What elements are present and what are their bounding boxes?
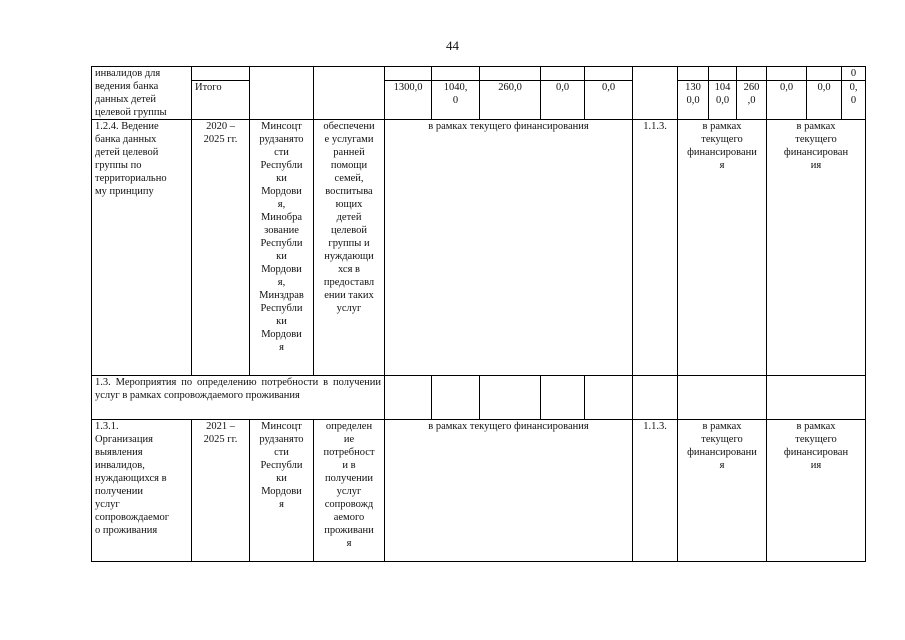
value-cell: 0,0 <box>541 81 585 120</box>
empty-cell <box>541 67 585 81</box>
empty-cell <box>585 376 633 420</box>
value-cell: 0,0 <box>585 81 633 120</box>
row-name-cell: 1.3.1. Организация выявления инвалидов, нуждающихся в получении услуг сопровождаемог о проживания <box>92 420 192 562</box>
value-cell: 1300,0 <box>385 81 432 120</box>
empty-cell <box>432 67 480 81</box>
result-funding-cell: в рамках текущего финансировани я <box>678 420 767 562</box>
table-row-1-3-1 <box>92 420 866 562</box>
continuation-row-values <box>92 81 866 120</box>
funding-cell: в рамках текущего финансирования <box>385 120 633 376</box>
period-cell: 2020 – 2025 гг. <box>192 120 250 376</box>
section-title: 1.3. Мероприятия по определению потребности в получении услуг в рамках сопровождаемого проживания <box>92 376 385 420</box>
empty-cell <box>385 67 432 81</box>
value-cell: 0,0 <box>807 81 842 120</box>
value-cell: 104 0,0 <box>709 81 737 120</box>
value-cell: 0 <box>842 67 866 81</box>
result-funding-cell: в рамках текущего финансирован ия <box>767 120 866 376</box>
value-cell: 1040, 0 <box>432 81 480 120</box>
empty-cell <box>432 376 480 420</box>
table-row-1-2-4 <box>92 120 866 376</box>
empty-cell <box>633 67 678 120</box>
executor-cell: Минсоцт рудзанято сти Республи ки Мордови я, Минобра зование Республи ки Мордови я, Минздрав Республи ки Мордови я <box>250 120 314 376</box>
empty-cell <box>585 67 633 81</box>
empty-cell <box>807 67 842 81</box>
value-cell: 260 ,0 <box>737 81 767 120</box>
empty-cell <box>314 67 385 120</box>
empty-cell <box>480 376 541 420</box>
empty-cell <box>250 67 314 120</box>
value-cell: 260,0 <box>480 81 541 120</box>
empty-cell <box>480 67 541 81</box>
result-funding-cell: в рамках текущего финансировани я <box>678 120 767 376</box>
empty-cell <box>767 67 807 81</box>
empty-cell <box>678 67 709 81</box>
empty-cell <box>737 67 767 81</box>
indicator-cell: 1.1.3. <box>633 120 678 376</box>
value-cell: 0, 0 <box>842 81 866 120</box>
empty-cell <box>767 376 866 420</box>
empty-cell <box>385 376 432 420</box>
row-name-cell: 1.2.4. Ведение банка данных детей целевой группы по территориально му принципу <box>92 120 192 376</box>
empty-cell <box>192 67 250 81</box>
row-name-cell: инвалидов для ведения банка данных детей целевой группы <box>92 67 192 120</box>
continuation-row-top <box>92 67 866 81</box>
value-cell: 0,0 <box>767 81 807 120</box>
value-cell: 130 0,0 <box>678 81 709 120</box>
result-cell: обеспечени е услугами ранней помощи семей, воспитыва ющих детей целевой группы и нуждающи хся в предоставл ении таких услуг <box>314 120 385 376</box>
indicator-cell: 1.1.3. <box>633 420 678 562</box>
result-funding-cell: в рамках текущего финансирован ия <box>767 420 866 562</box>
empty-cell <box>541 376 585 420</box>
empty-cell <box>678 376 767 420</box>
program-table <box>91 66 866 562</box>
total-label: Итого <box>192 81 250 120</box>
executor-cell: Минсоцт рудзанято сти Республи ки Мордови я <box>250 420 314 562</box>
section-row-1-3 <box>92 376 866 420</box>
funding-cell: в рамках текущего финансирования <box>385 420 633 562</box>
page-number: 44 <box>446 38 459 53</box>
period-cell: 2021 – 2025 гг. <box>192 420 250 562</box>
empty-cell <box>633 376 678 420</box>
result-cell: определен ие потребност и в получении услуг сопровожд аемого проживани я <box>314 420 385 562</box>
empty-cell <box>709 67 737 81</box>
